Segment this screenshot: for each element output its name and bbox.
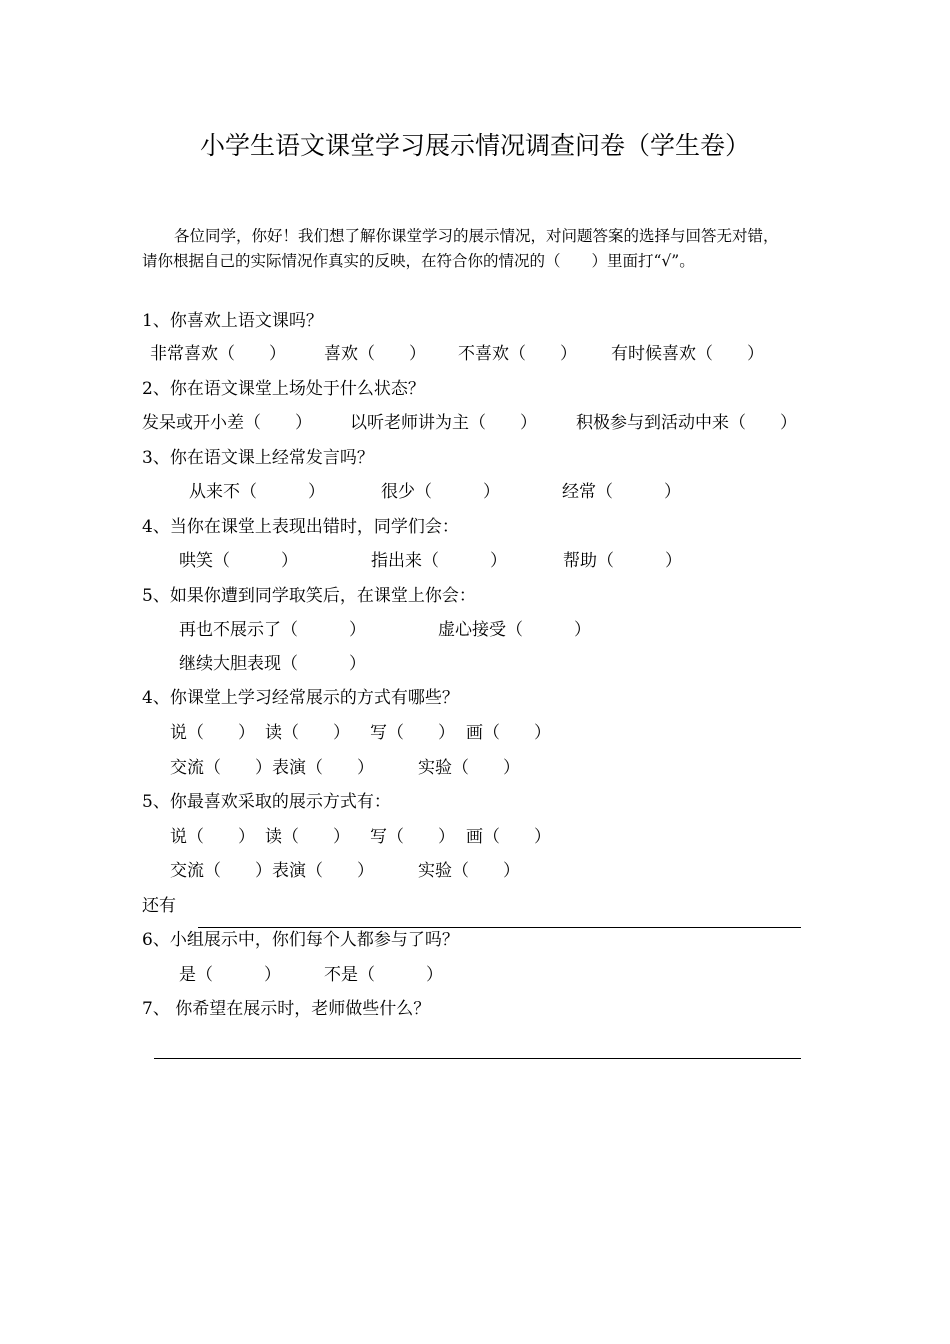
q4b-question: 4、你课堂上学习经常展示的方式有哪些？ bbox=[142, 688, 459, 708]
q4b-option-draw[interactable]: 画（ ） bbox=[466, 723, 551, 743]
q5-option-1[interactable]: 再也不展示了（ ） bbox=[179, 620, 366, 640]
q4b-option-experiment[interactable]: 实验（ ） bbox=[418, 758, 520, 778]
q5b-option-write[interactable]: 写（ ） bbox=[370, 827, 455, 847]
intro-line-2: 请你根据自己的实际情况作真实的反映，在符合你的情况的（ ）里面打“√”。 bbox=[142, 252, 695, 270]
q7-question: 7、 你希望在展示时，老师做些什么？ bbox=[142, 999, 431, 1019]
q2-option-1[interactable]: 发呆或开小差（ ） bbox=[142, 413, 312, 433]
q3-question: 3、你在语文课上经常发言吗？ bbox=[142, 448, 374, 468]
q1-option-2[interactable]: 喜欢（ ） bbox=[324, 344, 426, 364]
q5b-option-read[interactable]: 读（ ） bbox=[265, 827, 350, 847]
q6-option-no[interactable]: 不是（ ） bbox=[324, 965, 443, 985]
q4b-option-say[interactable]: 说（ ） bbox=[170, 723, 255, 743]
q4-option-2[interactable]: 指出来（ ） bbox=[371, 551, 507, 571]
q5b-option-experiment[interactable]: 实验（ ） bbox=[418, 861, 520, 881]
q5-question: 5、如果你遭到同学取笑后，在课堂上你会： bbox=[142, 586, 476, 606]
q6-option-yes[interactable]: 是（ ） bbox=[179, 965, 281, 985]
q4-question: 4、当你在课堂上表现出错时，同学们会： bbox=[142, 517, 459, 537]
q1-option-4[interactable]: 有时候喜欢（ ） bbox=[611, 344, 764, 364]
q4-option-1[interactable]: 哄笑（ ） bbox=[179, 551, 298, 571]
q6-question: 6、小组展示中，你们每个人都参与了吗？ bbox=[142, 930, 459, 950]
q1-option-1[interactable]: 非常喜欢（ ） bbox=[150, 344, 286, 364]
q5-option-2[interactable]: 虚心接受（ ） bbox=[438, 620, 591, 640]
q5-option-3[interactable]: 继续大胆表现（ ） bbox=[179, 654, 366, 674]
q5b-other-label: 还有 bbox=[142, 896, 176, 916]
q5b-other-answer-line[interactable] bbox=[198, 927, 801, 928]
q3-option-3[interactable]: 经常（ ） bbox=[562, 482, 681, 502]
q4b-option-exchange-perform[interactable]: 交流（ ）表演（ ） bbox=[170, 758, 374, 778]
q4-option-3[interactable]: 帮助（ ） bbox=[563, 551, 682, 571]
q1-option-3[interactable]: 不喜欢（ ） bbox=[458, 344, 577, 364]
q5b-option-say[interactable]: 说（ ） bbox=[170, 827, 255, 847]
q4b-option-read[interactable]: 读（ ） bbox=[265, 723, 350, 743]
q3-option-2[interactable]: 很少（ ） bbox=[381, 482, 500, 502]
q3-option-1[interactable]: 从来不（ ） bbox=[189, 482, 325, 502]
q2-question: 2、你在语文课堂上场处于什么状态？ bbox=[142, 379, 425, 399]
q5b-option-draw[interactable]: 画（ ） bbox=[466, 827, 551, 847]
q2-option-3[interactable]: 积极参与到活动中来（ ） bbox=[576, 413, 797, 433]
q1-question: 1、你喜欢上语文课吗？ bbox=[142, 311, 323, 331]
q7-answer-line[interactable] bbox=[154, 1058, 801, 1059]
page-title: 小学生语文课堂学习展示情况调查问卷（学生卷） bbox=[199, 131, 750, 160]
q2-option-2[interactable]: 以听老师讲为主（ ） bbox=[350, 413, 537, 433]
q4b-option-write[interactable]: 写（ ） bbox=[370, 723, 455, 743]
q5b-question: 5、你最喜欢采取的展示方式有： bbox=[142, 792, 391, 812]
intro-line-1: 各位同学，你好！我们想了解你课堂学习的展示情况，对问题答案的选择与回答无对错， bbox=[174, 227, 779, 245]
q5b-option-exchange-perform[interactable]: 交流（ ）表演（ ） bbox=[170, 861, 374, 881]
